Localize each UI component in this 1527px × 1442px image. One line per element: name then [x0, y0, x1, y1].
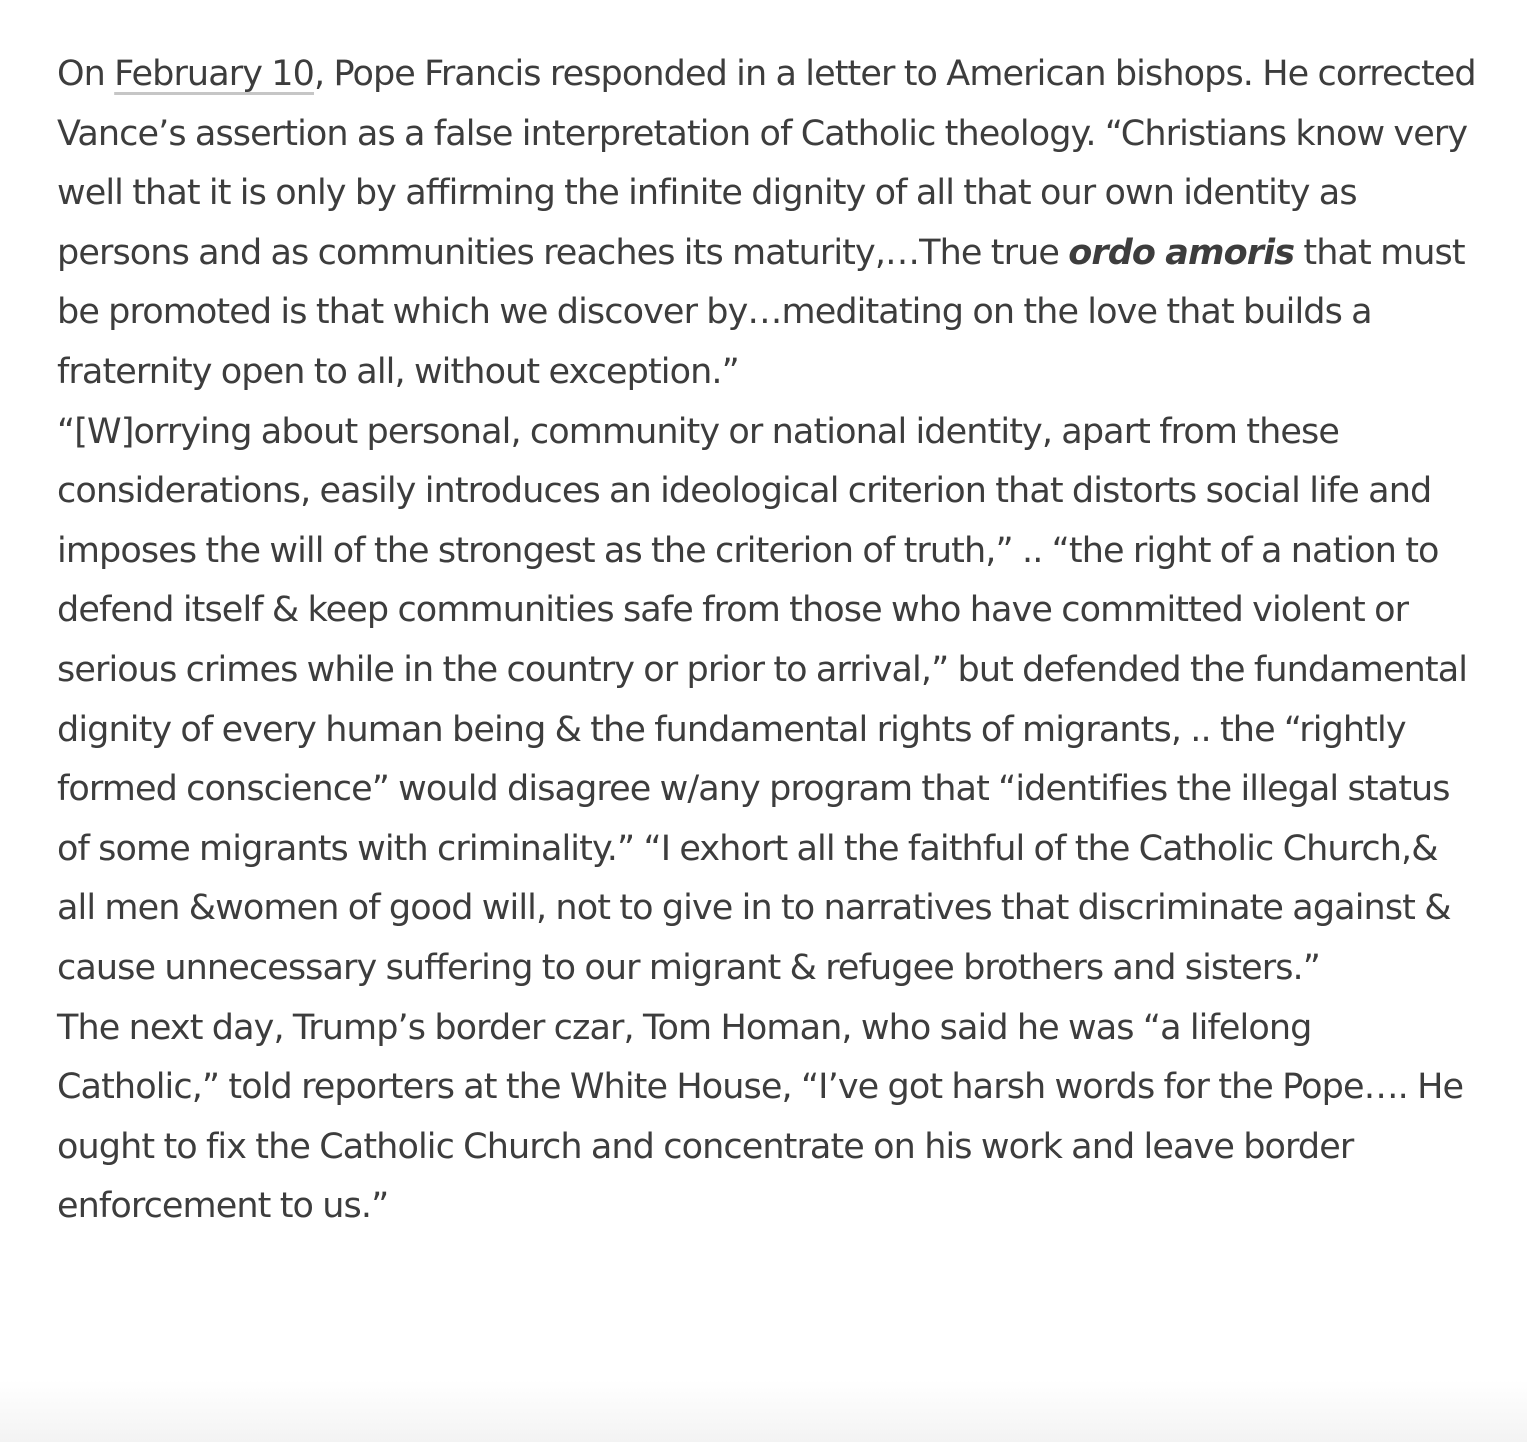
paragraph-1-text-b: that must be promoted is that which we discover by…meditating on the love that builds a fraternity open to all, without exception.” [57, 232, 1465, 392]
paragraph-1 [57, 45, 1477, 403]
ordo-amoris-emphasis: ordo amoris [1068, 232, 1295, 273]
paragraph-1-text-a: , Pope Francis responded in a letter to American bishops. He corrected Vance’s assertion as a false interpretation of Catholic theology. “Christians know very well that it is only by affirming the infinite dignity of all that our own identity as persons and as communities reaches its maturity,…The true [57, 54, 1476, 273]
paragraph-2: “[W]orrying about personal, community or national identity, apart from these considerations, easily introduces an ideological criterion that distorts social life and imposes the will of the strongest as the criterion of truth,” .. “the right of a nation to defend itself & keep communities safe from those who have committed violent or serious crimes while in the country or prior to arrival,” but defended the fundamental dignity of every human being & the fundamental rights of migrants, .. the “rightly formed conscience” would disagree w/any program that “identifies the illegal status of some migrants with criminality.” “I exhort all the faithful of the Catholic Church,& all men &women of good will, not to give in to narratives that discriminate against & cause unnecessary suffering to our migrant & refugee brothers and sisters.” [57, 411, 1468, 988]
paragraph-1-prefix: On [57, 54, 115, 94]
date-link[interactable]: February 10 [114, 54, 315, 94]
note-body[interactable] [57, 45, 1477, 1237]
paragraph-3: The next day, Trump’s border czar, Tom Homan, who said he was “a lifelong Catholic,” told reporters at the White House, “I’ve got harsh words for the Pope…. He ought to fix the Catholic Church and concentrate on his work and leave border enforcement to us.” [57, 1007, 1464, 1227]
